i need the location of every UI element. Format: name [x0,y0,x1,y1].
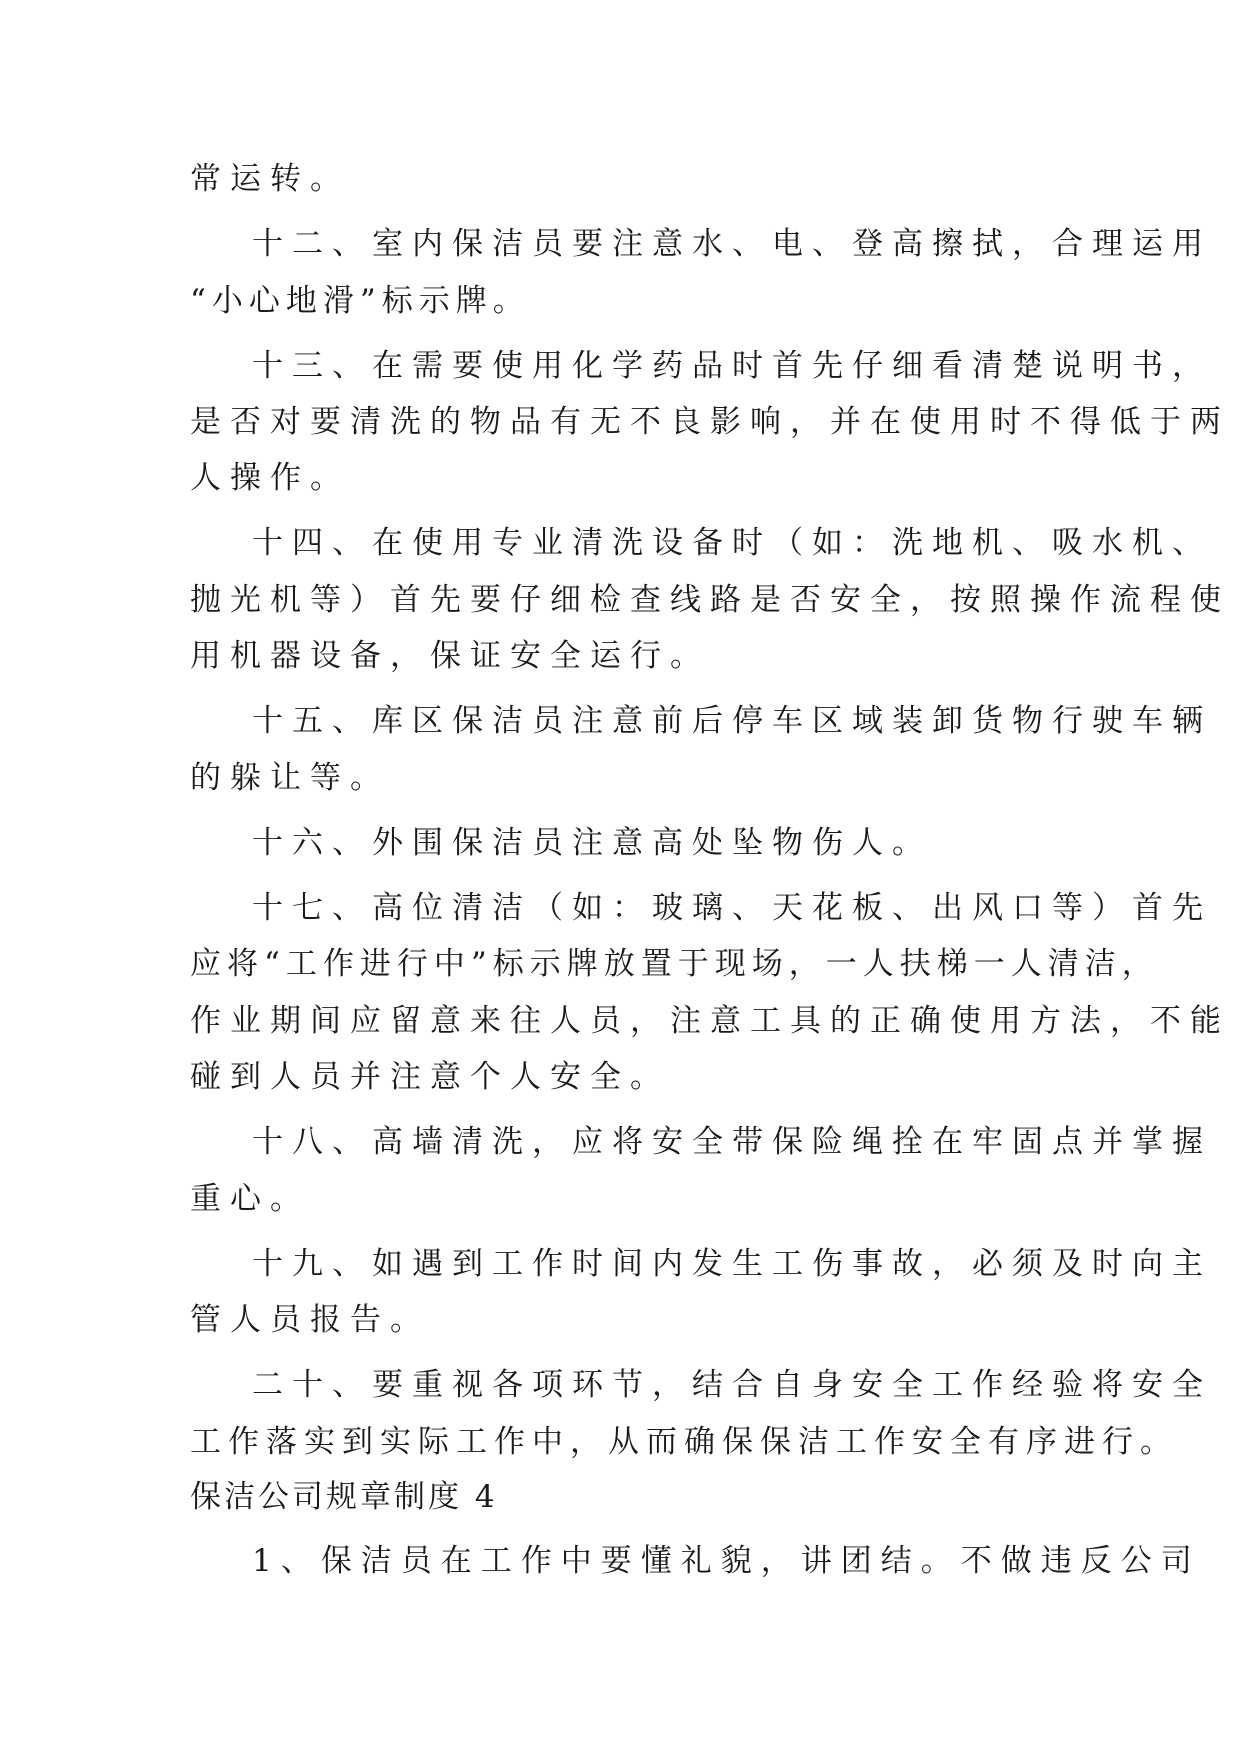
text-line: 1、保洁员在工作中要懂礼貌，讲团结。不做违反公司 [252,1543,1201,1579]
section-heading: 保洁公司规章制度 4 [190,1479,498,1515]
text-line: 是否对要清洗的物品有无不良影响，并在使用时不得低于两 [190,404,1230,440]
text-line: “小心地滑”标示牌。 [190,283,530,319]
text-line: 管人员报告。 [190,1302,430,1338]
text-line: 用机器设备，保证安全运行。 [190,638,710,674]
text-line: 十八、高墙清洗，应将安全带保险绳拴在牢固点并掌握 [252,1124,1212,1160]
text-line: 抛光机等）首先要仔细检查线路是否安全，按照操作流程使 [190,582,1230,618]
text-line: 重心。 [190,1181,310,1217]
text-line: 十五、库区保洁员注意前后停车区域装卸货物行驶车辆 [252,703,1212,739]
text-line: 碰到人员并注意个人安全。 [190,1059,670,1095]
text-line: 二十、要重视各项环节，结合自身安全工作经验将安全 [252,1367,1212,1403]
text-line: 常运转。 [190,161,350,197]
text-line: 工作落实到实际工作中，从而确保保洁工作安全有序进行。 [190,1424,1178,1460]
text-line: 十七、高位清洁（如：玻璃、天花板、出风口等）首先 [252,890,1212,926]
text-line: 十六、外围保洁员注意高处坠物伤人。 [252,825,932,861]
text-line: 的躲让等。 [190,760,390,796]
text-line: 十九、如遇到工作时间内发生工伤事故，必须及时向主 [252,1246,1212,1282]
text-line: 十三、在需要使用化学药品时首先仔细看清楚说明书， [252,348,1212,384]
text-line: 十二、室内保洁员要注意水、电、登高擦拭，合理运用 [252,226,1212,262]
text-line: 应将“工作进行中”标示牌放置于现场，一人扶梯一人清洁， [190,946,1159,982]
text-line: 人操作。 [190,460,350,496]
text-line: 十四、在使用专业清洗设备时（如：洗地机、吸水机、 [252,525,1212,561]
text-line: 作业期间应留意来往人员，注意工具的正确使用方法，不能 [190,1003,1230,1039]
